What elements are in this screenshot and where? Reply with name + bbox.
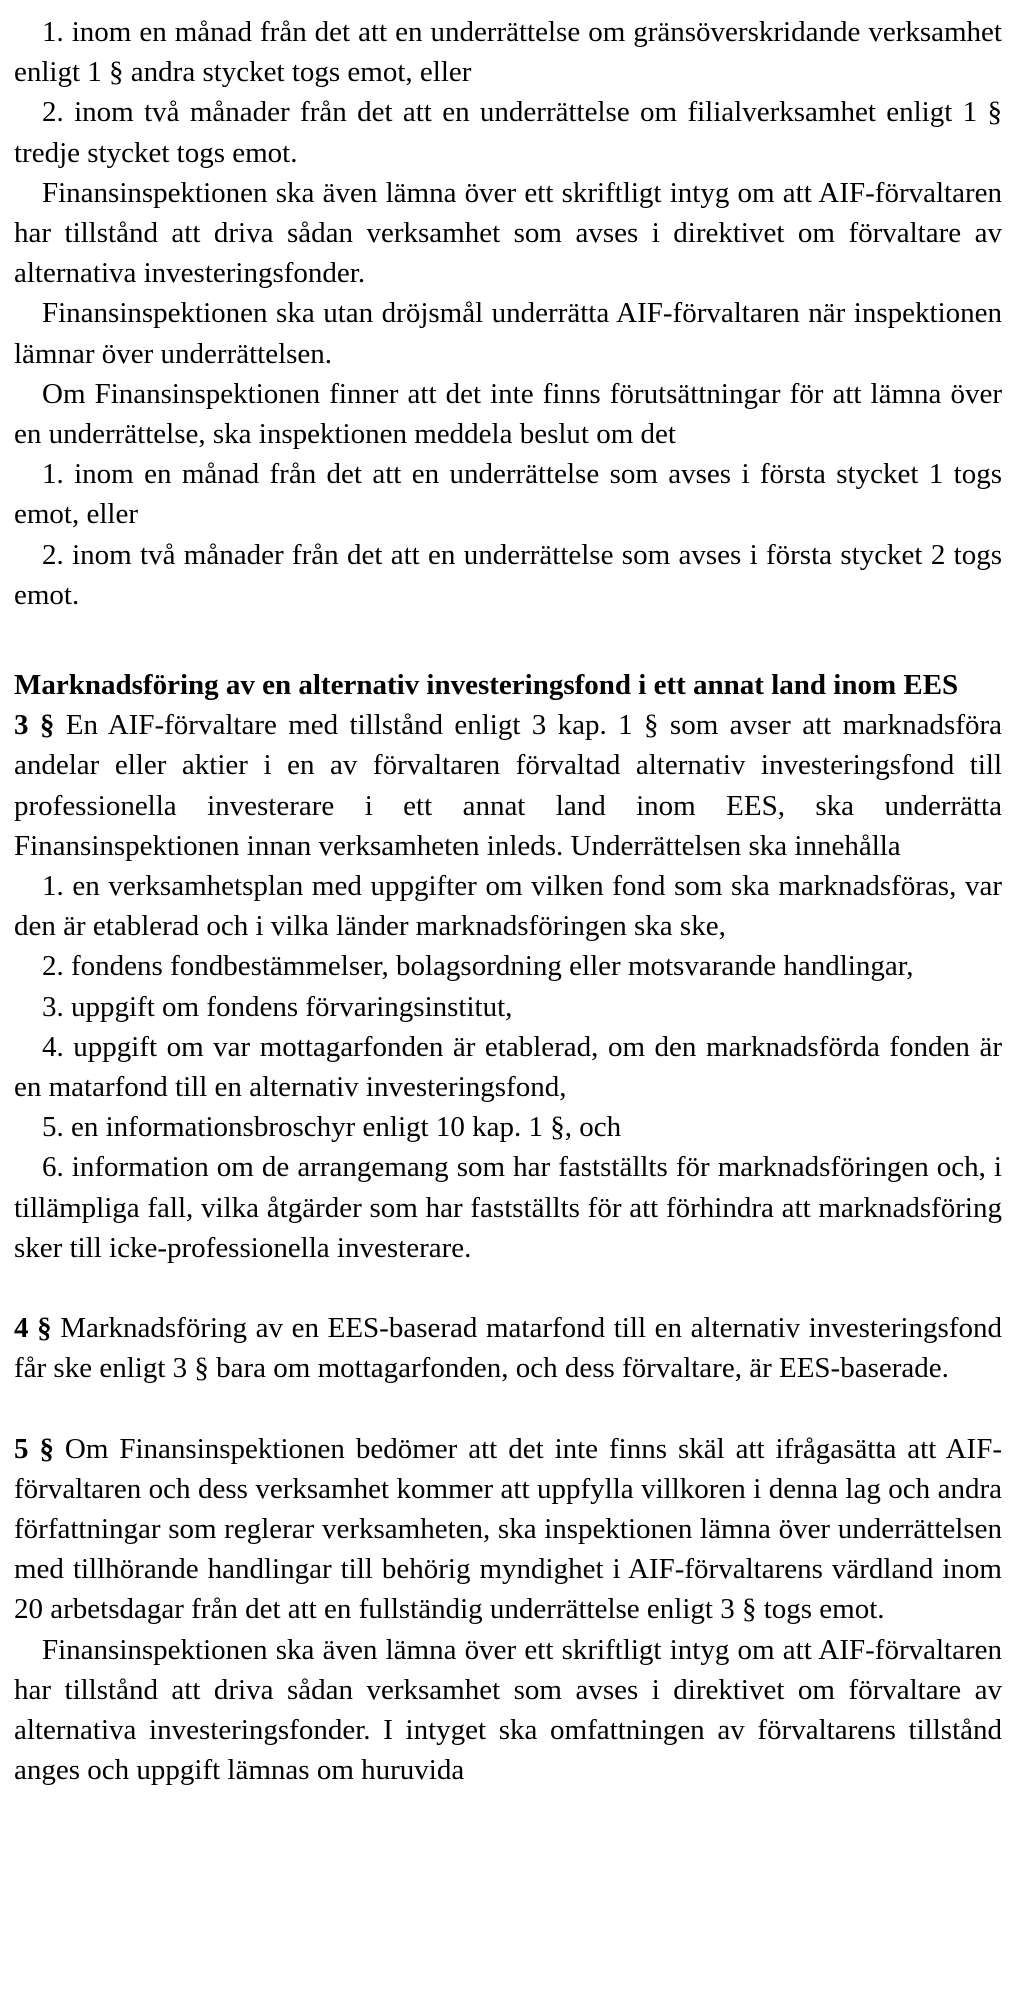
list-item: 5. en informationsbroschyr enligt 10 kap. 1 §, och (42, 1111, 622, 1144)
paragraph-item-2b: 2. inom två månader från det att en underrättelse som avses i första stycket 2 togs emot. (14, 538, 1002, 611)
section-5 (14, 1429, 1002, 1630)
section-3-number: 3 § (14, 709, 55, 742)
paragraph-item-1b: 1. inom en månad från det att en underrättelse som avses i första stycket 1 togs emot, eller (14, 458, 1002, 531)
list-item: 3. uppgift om fondens förvaringsinstitut, (42, 990, 513, 1023)
paragraph-item-1: 1. inom en månad från det att en underrättelse om gränsöverskridande verksamhet enligt 1 § andra stycket togs emot, eller (14, 16, 1002, 89)
section-4-text: Marknadsföring av en EES-baserad matarfond till en alternativ investeringsfond får ske enligt 3 § bara om mottagarfonden, och dess förvaltare, är EES-baserade. (14, 1312, 1002, 1385)
paragraph-notify: Finansinspektionen ska utan dröjsmål underrätta AIF-förvaltaren när inspektionen lämnar över underrättelsen. (14, 297, 1002, 370)
list-item: 4. uppgift om var mottagarfonden är etablerad, om den marknadsförda fonden är en matarfond till en alternativ investeringsfond, (14, 1030, 1002, 1104)
section-5-number: 5 § (14, 1432, 54, 1465)
paragraph-decision: Om Finansinspektionen finner att det inte finns förutsättningar för att lämna över en underrättelse, ska inspektionen meddela beslut om det (14, 377, 1002, 451)
list-item: 1. en verksamhetsplan med uppgifter om vilken fond som ska marknadsföras, var den är etablerad och i vilka länder marknadsföringen ska ske, (14, 870, 1002, 943)
section-heading: Marknadsföring av en alternativ investeringsfond i ett annat land inom EES (14, 669, 959, 702)
list-item: 6. information om de arrangemang som har fastställts för marknadsföringen och, i tillämpliga fall, vilka åtgärder som har fastställts för att förhindra att marknadsföring sker till icke-professionella investerare. (14, 1151, 1002, 1264)
paragraph-item-2: 2. inom två månader från det att en underrättelse om filialverksamhet enligt 1 § tredje stycket togs emot. (14, 96, 1002, 169)
list-item: 2. fondens fondbestämmelser, bolagsordning eller motsvarande handlingar, (42, 950, 914, 983)
section-5-text: Om Finansinspektionen bedömer att det inte finns skäl att ifrågasätta att AIF-förvaltaren och dess verksamhet kommer att uppfylla villkoren i denna lag och andra författningar som reglerar verksamheten, ska inspektionen lämna över underrättelsen med tillhörande handlingar till behörig myndighet i AIF-förvaltarens värdland inom 20 arbetsdagar från det att en fullständig underrättelse enligt 3 § togs emot. (14, 1432, 1002, 1626)
paragraph-certificate-scope: Finansinspektionen ska även lämna över ett skriftligt intyg om att AIF-förvaltaren har tillstånd att driva sådan verksamhet som avses i direktivet om förvaltare av alternativa investeringsfonder. I intyget ska omfattningen av förvaltarens tillstånd anges och uppgift lämnas om huruvida (14, 1633, 1002, 1787)
section-3 (14, 705, 1002, 866)
section-4 (14, 1308, 1002, 1388)
section-3-text: En AIF-förvaltare med tillstånd enligt 3 kap. 1 § som avser att marknadsföra andelar eller aktier i en av förvaltaren förvaltad alternativ investeringsfond till professionella investerare i ett annat land inom EES, ska underrätta Finansinspektionen innan verksamheten inleds. Underrättelsen ska innehålla (14, 709, 1003, 862)
paragraph-certificate: Finansinspektionen ska även lämna över ett skriftligt intyg om att AIF-förvaltaren har tillstånd att driva sådan verksamhet som avses i direktivet om förvaltare av alternativa investeringsfonder. (14, 176, 1002, 290)
section-4-number: 4 § (14, 1312, 52, 1345)
